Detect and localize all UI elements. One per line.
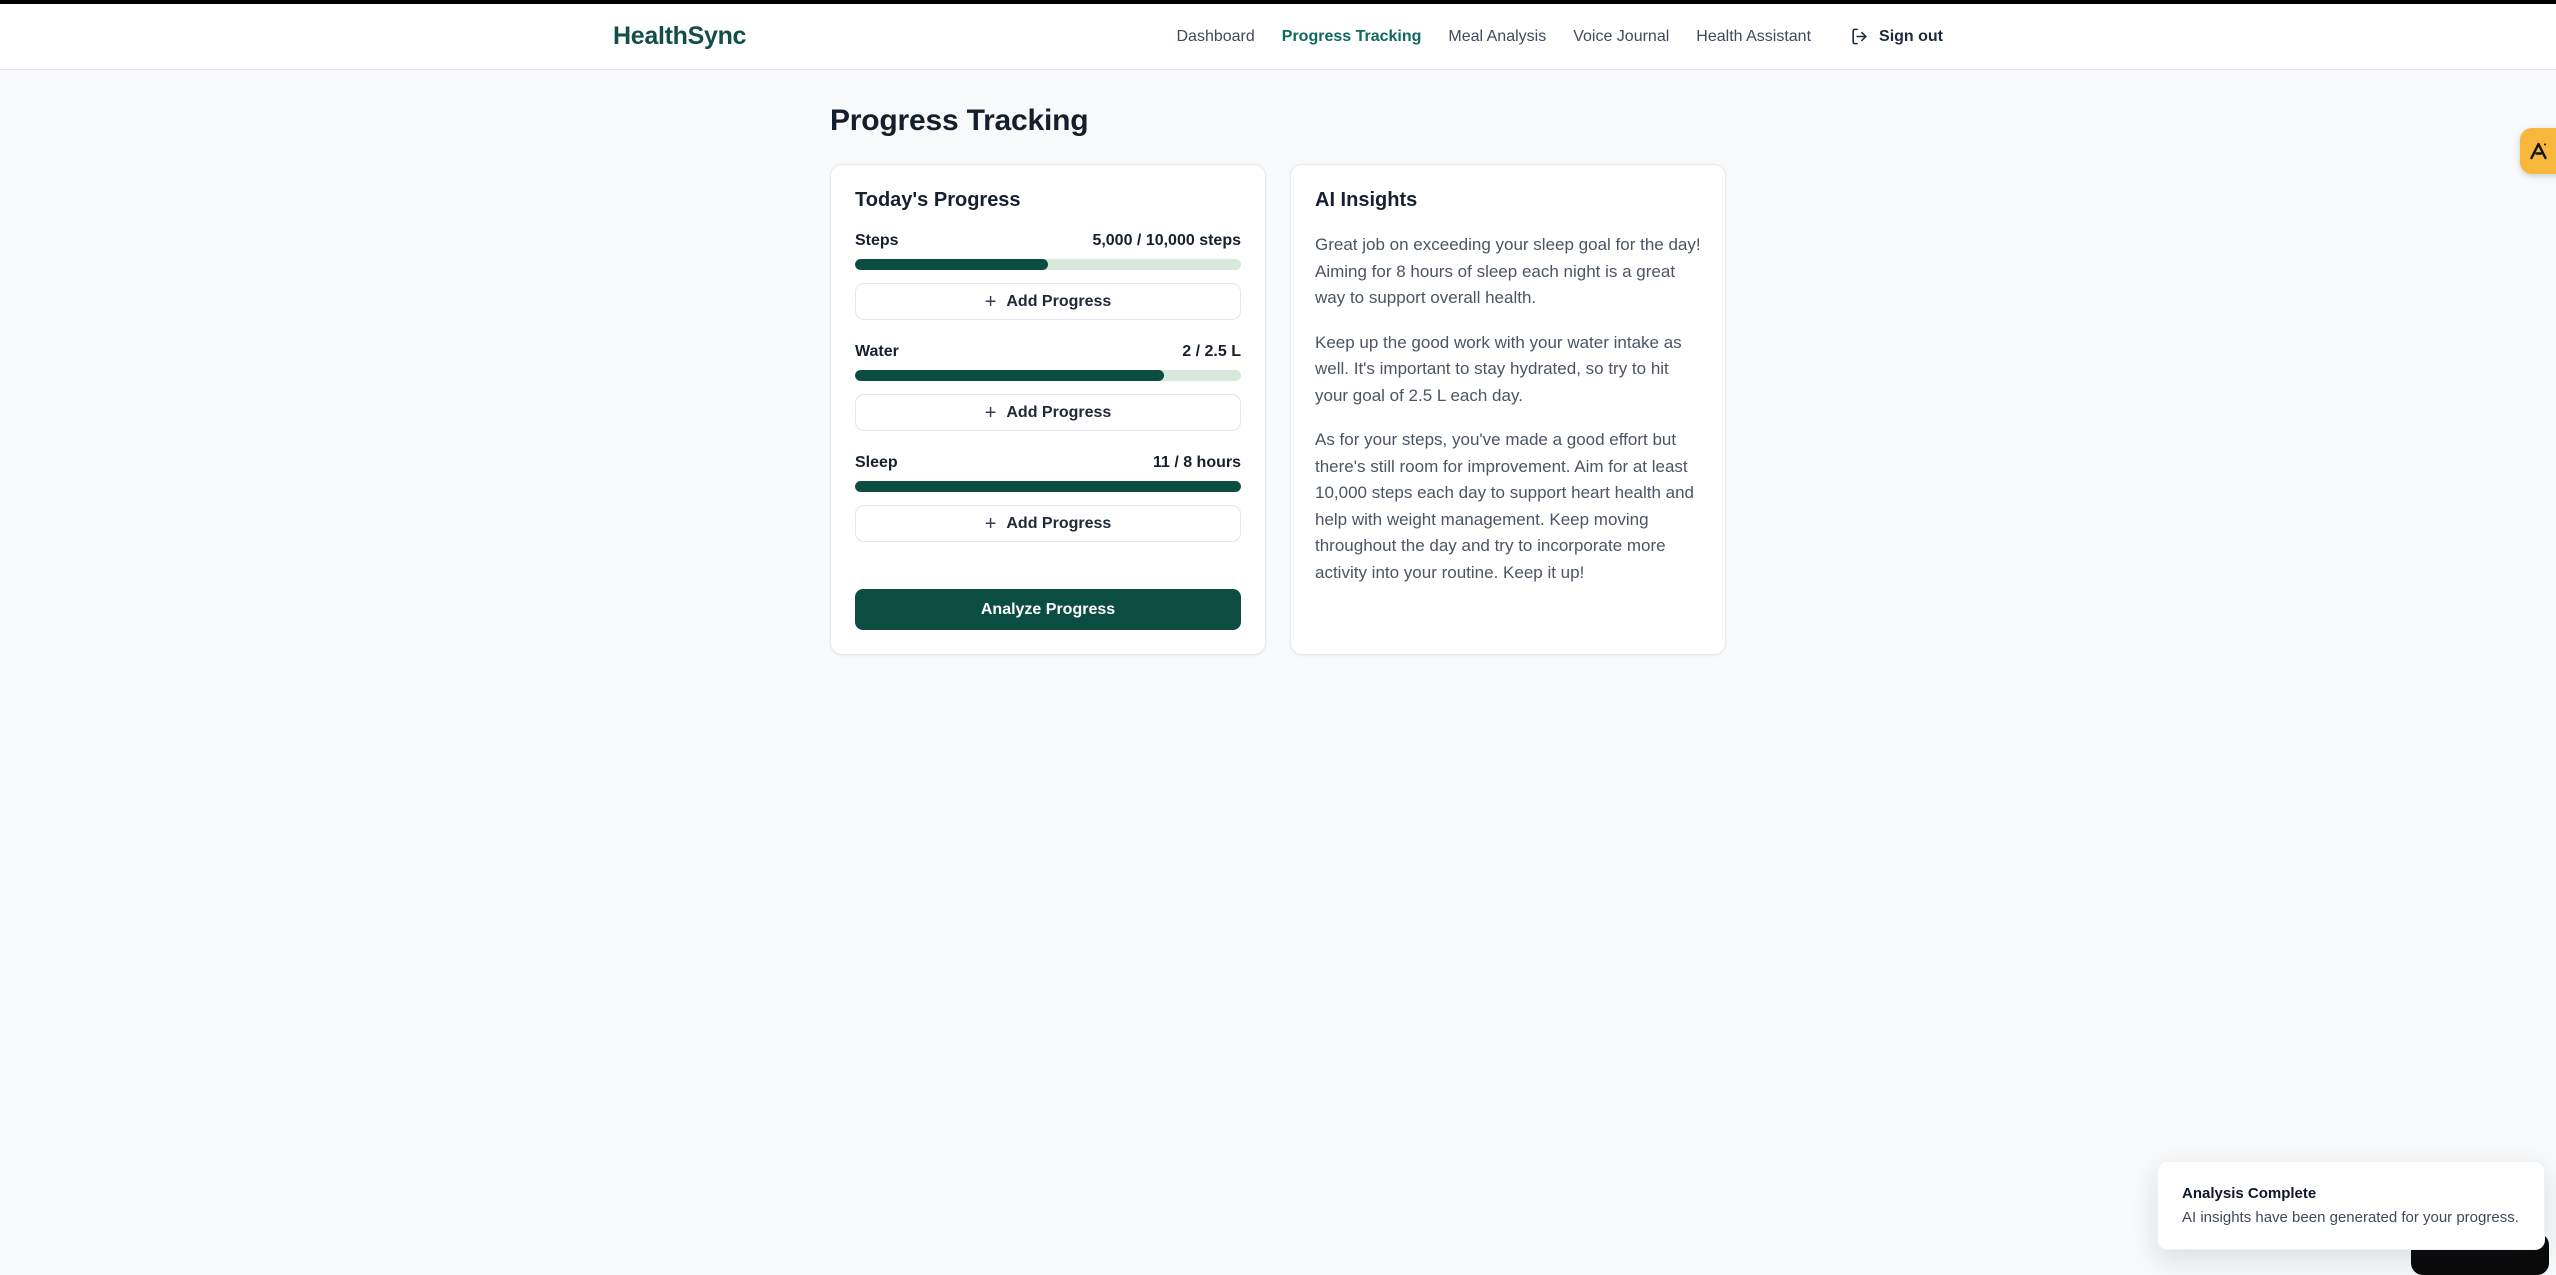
insight-paragraph: Keep up the good work with your water intake as well. It's important to stay hydrated, so try to hit your goal of 2.5 L each day. (1315, 332, 1682, 405)
nav-item-voice-journal[interactable]: Voice Journal (1573, 27, 1670, 45)
water-progress-track (855, 370, 1241, 381)
nav-item-progress-tracking[interactable]: Progress Tracking (1281, 27, 1422, 45)
sign-out-label: Sign out (1879, 27, 1943, 45)
metric-steps (855, 232, 1241, 320)
app-logo[interactable]: HealthSync (613, 22, 747, 50)
widget-logo-icon (2527, 139, 2551, 163)
metric-water-value: 2 / 2.5 L (1182, 343, 1241, 360)
metric-water-label: Water (855, 343, 899, 360)
metric-sleep-value: 11 / 8 hours (1152, 454, 1241, 471)
nav-item-dashboard[interactable]: Dashboard (1176, 27, 1255, 45)
add-progress-label: Add Progress (1006, 514, 1112, 532)
insights-card-title: AI Insights (1315, 189, 1418, 211)
page-title: Progress Tracking (830, 104, 1089, 137)
add-progress-label: Add Progress (1006, 292, 1112, 310)
plus-icon: + (984, 401, 997, 424)
insight-paragraph: Great job on exceeding your sleep goal for the day! Aiming for 8 hours of sleep each night is a great way to support overall health. (1315, 235, 1701, 308)
steps-progress-track (855, 259, 1241, 270)
sleep-progress-fill (855, 481, 1241, 492)
steps-add-progress-button[interactable] (855, 283, 1241, 320)
steps-progress-fill (855, 259, 1048, 270)
nav-item-health-assistant[interactable]: Health Assistant (1696, 27, 1812, 45)
water-progress-fill (855, 370, 1164, 381)
ai-insights-card (1290, 164, 1726, 655)
plus-icon: + (984, 512, 997, 535)
add-progress-label: Add Progress (1006, 403, 1112, 421)
main-content (830, 70, 1726, 655)
analyze-progress-button[interactable]: Analyze Progress (855, 589, 1241, 630)
progress-card-title: Today's Progress (855, 189, 1021, 211)
plus-icon: + (984, 290, 997, 313)
analysis-complete-toast[interactable] (2157, 1161, 2545, 1250)
sign-out-button[interactable] (1850, 27, 1943, 46)
app-header (0, 4, 2556, 70)
water-add-progress-button[interactable] (855, 394, 1241, 431)
toast-title: Analysis Complete (2182, 1185, 2317, 1202)
metric-sleep (855, 454, 1241, 542)
sleep-add-progress-button[interactable] (855, 505, 1241, 542)
logout-icon (1850, 27, 1869, 46)
metric-steps-label: Steps (855, 232, 899, 249)
metric-water (855, 343, 1241, 431)
feedback-widget-button[interactable] (2520, 128, 2556, 174)
insight-paragraph: As for your steps, you've made a good effort but there's still room for improvement. Aim for at least 10,000 steps each day to support heart health and help with weight management. Keep moving throughout the day and try to incorporate more activity into your routine. Keep it up! (1315, 430, 1694, 582)
todays-progress-card (830, 164, 1266, 655)
nav-item-meal-analysis[interactable]: Meal Analysis (1448, 27, 1547, 45)
metric-steps-value: 5,000 / 10,000 steps (1092, 232, 1241, 249)
metric-sleep-label: Sleep (855, 454, 898, 471)
main-nav (1176, 27, 1943, 46)
sleep-progress-track (855, 481, 1241, 492)
toast-message: AI insights have been generated for your progress. (2182, 1209, 2519, 1226)
